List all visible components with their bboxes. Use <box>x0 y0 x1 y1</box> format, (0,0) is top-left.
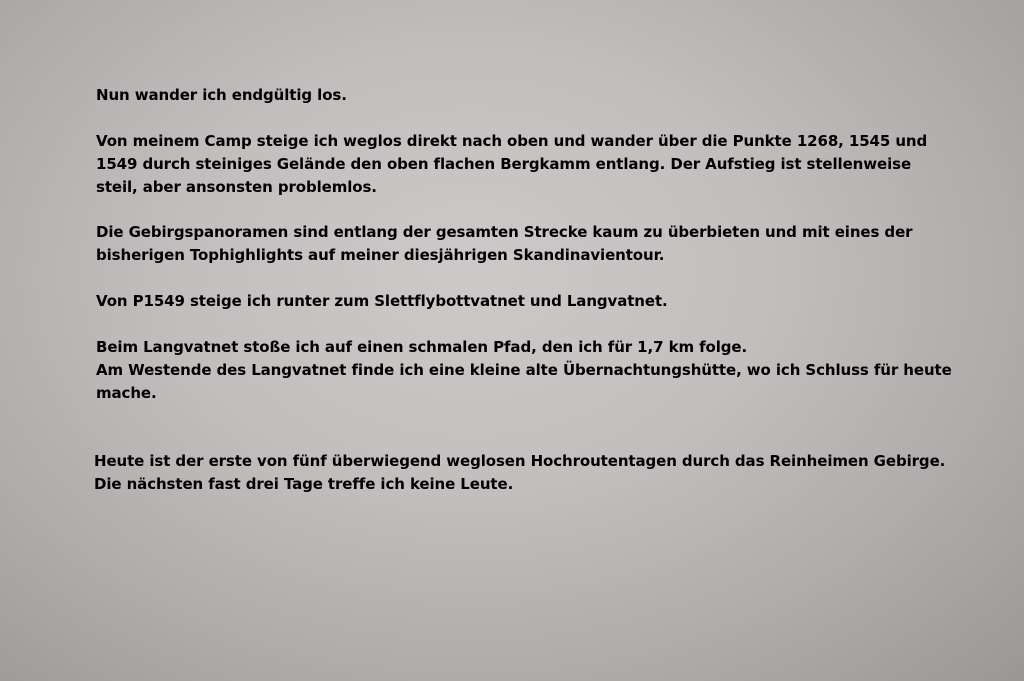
text-line: Heute ist der erste von fünf überwiegend weglosen Hochroutentagen durch das Reinheimen Gebirge. <box>94 452 946 470</box>
text-line: Am Westende des Langvatnet finde ich eine kleine alte Übernachtungshütte, wo ich Schluss für heute <box>96 361 952 379</box>
text-line: Nun wander ich endgültig los. <box>96 86 347 104</box>
paragraph-summary <box>94 450 945 496</box>
paragraph-langvatnet <box>96 336 952 405</box>
text-line: steil, aber ansonsten problemlos. <box>96 178 377 196</box>
text-line: Die nächsten fast drei Tage treffe ich keine Leute. <box>94 475 514 493</box>
paragraph-start-hike <box>96 84 347 107</box>
text-line: Beim Langvatnet stoße ich auf einen schmalen Pfad, den ich für 1,7 km folge. <box>96 338 748 356</box>
paragraph-descent <box>96 290 668 313</box>
text-line: Von meinem Camp steige ich weglos direkt nach oben und wander über die Punkte 1268, 1545 und <box>96 132 928 150</box>
text-line: Die Gebirgspanoramen sind entlang der gesamten Strecke kaum zu überbieten und mit eines der <box>96 223 913 241</box>
paragraph-panoramas <box>96 221 912 267</box>
paragraph-ascent <box>96 130 927 199</box>
text-line: Von P1549 steige ich runter zum Slettflybottvatnet und Langvatnet. <box>96 292 668 310</box>
text-line: bisherigen Tophighlights auf meiner diesjährigen Skandinavientour. <box>96 246 665 264</box>
text-line: 1549 durch steiniges Gelände den oben flachen Bergkamm entlang. Der Aufstieg ist stellenweise <box>96 155 912 173</box>
text-line: mache. <box>96 384 157 402</box>
